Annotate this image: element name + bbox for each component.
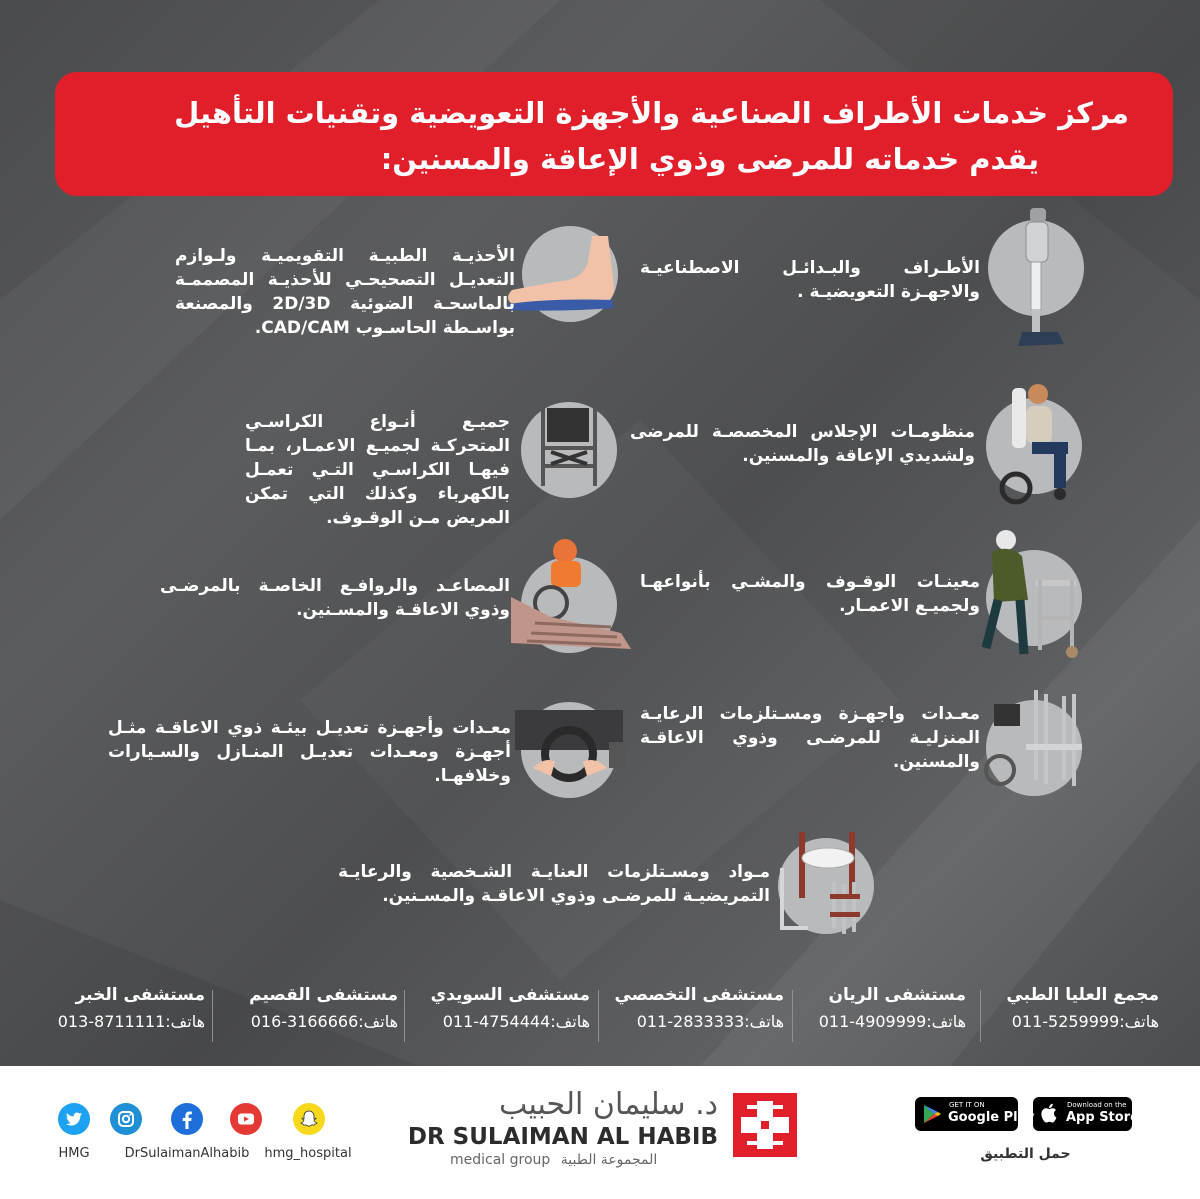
instagram-handle: DrSulaimanAlhabib — [124, 1146, 250, 1161]
orthopedic-foot-illustration — [522, 226, 618, 322]
header-banner — [55, 72, 1173, 196]
twitter-handle: HMG — [58, 1146, 90, 1161]
service-environment-modification: معـدات وأجهـزة تعديـل بيئـة ذوي الاعاقـة مثـل أجهـزة ومعـدات تعديـل المنـازل والسـيارات وخلافهـا. — [108, 718, 511, 786]
service-orthopedic-shoes: الأحذيـة الطبيـة التقويميـة ولـوازم التعديـل التصحيحـي للأحذيـة المصممـة بالماسحـة الضوئية 2D/3D والمصنعة بواسـطة الحاسـوب CAD/CAM. — [175, 246, 515, 338]
phone-label: هاتف: — [165, 1012, 205, 1031]
hospital-qassim — [218, 982, 398, 1044]
service-lifts: المصاعـد والروافـع الخاصـة بالمرضـى وذوي الاعاقـة والمسـنين. — [160, 576, 510, 620]
apple-icon — [1041, 1103, 1059, 1123]
divider — [404, 990, 405, 1042]
hmg-logo-mark — [733, 1093, 797, 1157]
youtube-icon[interactable] — [230, 1103, 262, 1135]
header-title-line2: يقدم خدماته للمرضى وذوي الإعاقة والمسنين: — [380, 142, 1039, 176]
seating-system-illustration — [986, 398, 1082, 494]
divider — [598, 990, 599, 1042]
phone-number[interactable]: 011-2833333 — [636, 1012, 745, 1031]
twitter-icon[interactable] — [58, 1103, 90, 1135]
service-wheelchairs: جميـع أنـواع الكراسـي المتحركـة لجميـع الاعمـار، بمـا فيهـا الكراسـي التـي تعمـل بالكهرباء وكذلك التي تمكن المريض مـن الوقـوف. — [245, 412, 510, 528]
phone-number[interactable]: 016-3166666 — [250, 1012, 359, 1031]
app-store-label: App Store — [1066, 1110, 1139, 1125]
header-title-line1: مركز خدمات الأطراف الصناعية والأجهزة التعويضية وتقنيات التأهيل — [174, 96, 1129, 130]
hospital-name: مستشفى القصيم — [249, 985, 398, 1005]
snapchat-icon[interactable] — [293, 1103, 325, 1135]
service-walking-aids: معينـات الوقـوف والمشـي بأنواعهـا ولجميـع الاعمـار. — [640, 572, 980, 616]
car-adaptation-illustration — [521, 702, 617, 798]
wheelchair-illustration — [521, 402, 617, 498]
hospital-name: مجمع العليا الطبي — [1006, 985, 1159, 1005]
download-app-label: حمل التطبيق — [980, 1146, 1071, 1162]
walker-illustration — [986, 550, 1082, 646]
snapchat-handle: hmg_hospital — [264, 1146, 352, 1161]
logo-arabic-name: د. سليمان الحبيب — [498, 1087, 718, 1122]
divider — [792, 990, 793, 1042]
hospital-olaya — [984, 982, 1159, 1044]
service-prosthetics: الأطـراف والبـدائـل الاصطناعيـة والاجهـزة التعويضيـة . — [640, 258, 980, 302]
service-home-care: معـدات واجهـزة ومسـتلزمات الرعايـة المنزليـة للمرضـى وذوي الاعاقـة والمسنين. — [640, 704, 980, 772]
divider — [212, 990, 213, 1042]
hospital-suwaidi — [410, 982, 590, 1044]
phone-label: هاتف: — [744, 1012, 784, 1031]
logo-english-name: DR SULAIMAN AL HABIB — [407, 1124, 718, 1150]
stairlift-illustration — [521, 557, 617, 653]
hospital-name: مستشفى الريان — [828, 985, 966, 1005]
phone-label: هاتف: — [1119, 1012, 1159, 1031]
phone-number[interactable]: 013-8711111 — [57, 1012, 166, 1031]
google-play-icon — [923, 1104, 941, 1124]
phone-number[interactable]: 011-4754444 — [442, 1012, 551, 1031]
phone-label: هاتف: — [550, 1012, 590, 1031]
hospital-takhassusi — [604, 982, 784, 1044]
logo-sub-ar: المجموعة الطبية — [560, 1152, 658, 1168]
google-play-label: Google Play — [948, 1110, 1035, 1125]
hospital-rayyan — [800, 982, 966, 1044]
app-store-small-text: Download on the — [1067, 1101, 1127, 1109]
google-play-button[interactable] — [915, 1097, 1035, 1131]
prosthetic-leg-illustration — [988, 220, 1084, 316]
phone-number[interactable]: 011-5259999 — [1011, 1012, 1120, 1031]
divider — [980, 990, 981, 1042]
phone-label: هاتف: — [358, 1012, 398, 1031]
app-store-button[interactable] — [1033, 1097, 1139, 1131]
hospital-name: مستشفى السويدي — [430, 985, 590, 1005]
phone-label: هاتف: — [926, 1012, 966, 1031]
personal-care-illustration — [778, 838, 874, 934]
hospital-name: مستشفى التخصصي — [614, 985, 784, 1005]
logo-sub-en: medical group — [450, 1152, 551, 1168]
service-seating-systems: منظومـات الإجلاس المخصصـة للمرضى ولشديدي الإعاقة والمسنين. — [630, 422, 975, 466]
logo-subtitle — [450, 1152, 718, 1172]
home-care-equipment-illustration — [986, 700, 1082, 796]
instagram-icon[interactable] — [110, 1103, 142, 1135]
google-play-small-text: GET IT ON — [949, 1101, 985, 1109]
phone-number[interactable]: 011-4909999 — [818, 1012, 927, 1031]
hospital-khobar — [30, 982, 205, 1044]
facebook-icon[interactable] — [171, 1103, 203, 1135]
hospital-name: مستشفى الخبر — [75, 985, 205, 1005]
service-personal-care: مـواد ومسـتلزمات العنايـة الشـخصية والرعايـة التمريضيـة للمرضـى وذوي الاعاقـة والمسـنين. — [338, 862, 770, 906]
